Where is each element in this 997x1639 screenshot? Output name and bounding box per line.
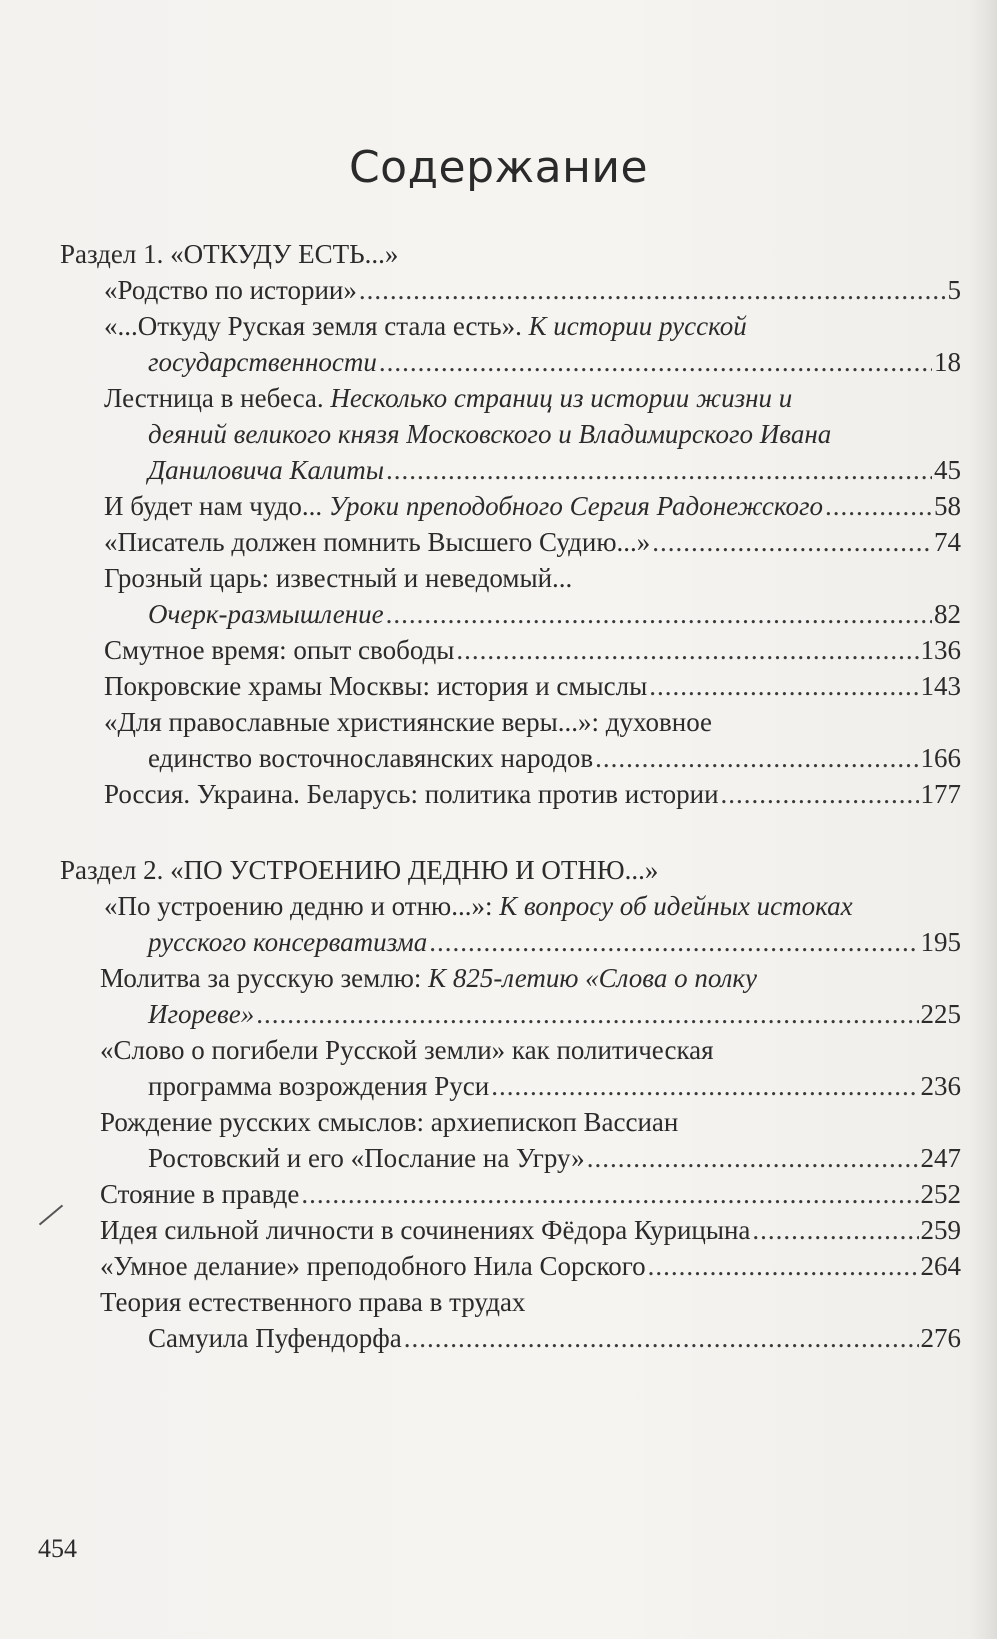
toc-entry[interactable]: программа возрождения Руси ..... 236 (148, 1068, 961, 1104)
dot-leader (587, 1140, 919, 1176)
toc-entry[interactable]: Россия. Украина. Беларусь: политика против истории ..... 177 (104, 776, 961, 812)
toc-entry-line[interactable]: «Слово о погибели Русской земли» как политическая (100, 1035, 714, 1065)
dot-leader (379, 344, 932, 380)
dot-leader (595, 740, 918, 776)
toc-entry-line[interactable]: «Для православные християнские веры...»: духовное (104, 707, 713, 737)
toc-entry[interactable]: «Писатель должен помнить Высшего Судию...» ..... 74 (104, 524, 961, 560)
page-ref: 82 (934, 599, 961, 629)
dot-leader (491, 1068, 918, 1104)
toc-entry[interactable]: Идея сильной личности в сочинениях Фёдора Курицына ..... 259 (100, 1212, 961, 1248)
toc-entry[interactable]: «Родство по истории» ..... 5 (104, 272, 961, 308)
toc-entry-line[interactable]: «...Откуду Руская земля стала есть». К истории русской (104, 311, 747, 341)
dot-leader (825, 488, 932, 524)
dot-leader (404, 1320, 919, 1356)
page-ref: 74 (934, 527, 961, 557)
toc-entry[interactable]: Игореве» ..... 225 (148, 996, 961, 1032)
toc-entry[interactable]: Даниловича Калиты ..... 45 (148, 452, 961, 488)
dot-leader (649, 668, 918, 704)
toc-entry-line[interactable]: Рождение русских смыслов: архиепископ Вассиан (100, 1107, 679, 1137)
dot-leader (429, 924, 918, 960)
page-ref: 18 (934, 347, 961, 377)
dot-leader (301, 1176, 918, 1212)
toc-entry-line: деяний великого князя Московского и Владимирского Ивана (148, 419, 832, 449)
toc-entry[interactable]: русского консерватизма ..... 195 (148, 924, 961, 960)
page-ref: 143 (920, 671, 961, 701)
toc-entry[interactable]: государственности ..... 18 (148, 344, 961, 380)
page-ref: 247 (920, 1143, 961, 1173)
page-ref: 177 (920, 779, 961, 809)
page-ref: 252 (920, 1179, 961, 1209)
page-ref: 236 (920, 1071, 961, 1101)
toc-entry[interactable]: Самуила Пуфендорфа ..... 276 (148, 1320, 961, 1356)
toc-entry[interactable]: Стояние в правде ..... 252 (100, 1176, 961, 1212)
dot-leader (652, 524, 932, 560)
page-ref: 58 (934, 491, 961, 521)
dot-leader (752, 1212, 918, 1248)
section-heading: Раздел 2. «ПО УСТРОЕНИЮ ДЕДНЮ И ОТНЮ...» (60, 855, 659, 885)
dot-leader (359, 272, 946, 308)
toc-entry[interactable]: единство восточнославянских народов ..... 166 (148, 740, 961, 776)
page-title: Содержание (348, 142, 649, 193)
page-ref: 195 (920, 927, 961, 957)
page-ref: 225 (920, 999, 961, 1029)
toc-entry-line[interactable]: Теория естественного права в трудах (100, 1287, 526, 1317)
section-heading: Раздел 1. «ОТКУДУ ЕСТЬ...» (60, 239, 399, 269)
page-ref: 5 (947, 275, 961, 305)
dot-leader (256, 996, 918, 1032)
toc-entry[interactable]: И будет нам чудо... Уроки преподобного Сергия Радонежского ..... 58 (104, 488, 961, 524)
dot-leader (386, 596, 932, 632)
page-ref: 166 (920, 743, 961, 773)
page-number: 454 (38, 1534, 77, 1563)
toc-entry-line[interactable]: «По устроению дедню и отню...»: К вопросу об идейных истоках (104, 891, 853, 921)
toc-entry-line[interactable]: Лестница в небеса. Несколько страниц из истории жизни и (104, 383, 793, 413)
dot-leader (721, 776, 919, 812)
page-ref: 136 (920, 635, 961, 665)
dot-leader (386, 452, 932, 488)
dot-leader (456, 632, 918, 668)
toc-entry[interactable]: Ростовский и его «Послание на Угру» ..... 247 (148, 1140, 961, 1176)
page-ref: 259 (920, 1215, 961, 1245)
toc-entry-line[interactable]: Грозный царь: известный и неведомый... (104, 563, 573, 593)
toc-entry[interactable]: Очерк-размышление ..... 82 (148, 596, 961, 632)
toc-entry[interactable]: Покровские храмы Москвы: история и смыслы ..... 143 (104, 668, 961, 704)
toc-entry-line[interactable]: Молитва за русскую землю: К 825-летию «Слова о полку (100, 963, 758, 993)
toc-entry[interactable]: «Умное делание» преподобного Нила Сорского ..... 264 (100, 1248, 961, 1284)
page-ref: 264 (920, 1251, 961, 1281)
toc-entry[interactable]: Смутное время: опыт свободы ..... 136 (104, 632, 961, 668)
page-ref: 276 (920, 1323, 961, 1353)
page-ref: 45 (934, 455, 961, 485)
dot-leader (648, 1248, 919, 1284)
